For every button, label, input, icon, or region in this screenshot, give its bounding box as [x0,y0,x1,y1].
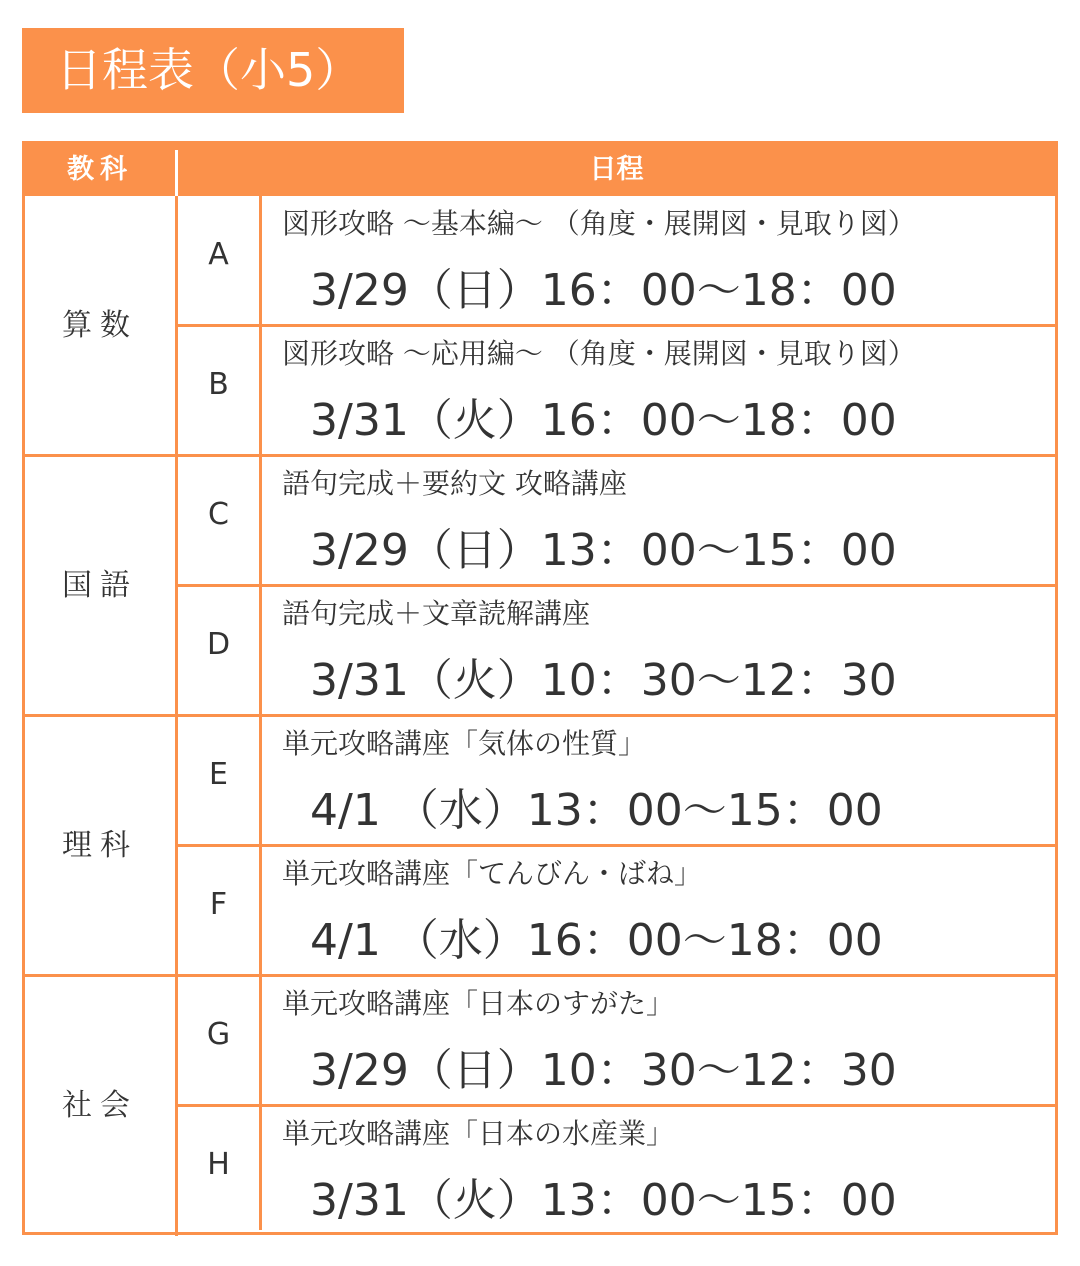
subject-cell-science: 理科 [62,828,138,863]
subject-cell-math: 算数 [62,308,138,343]
course-code: B [178,320,262,450]
course-code: G [178,970,262,1100]
table-row [175,586,1055,716]
row-divider [175,324,1055,327]
course-datetime: 3/29（日）13：00～15：00 [310,525,897,576]
group-divider [25,454,1055,457]
course-datetime: 4/1 （水）13：00～15：00 [310,785,883,836]
table-header [25,144,1055,196]
table-row [175,456,1055,586]
course-name: 単元攻略講座「日本の水産業」 [282,1117,675,1150]
table-row [175,846,1055,976]
table-row [175,196,1055,326]
course-name: 図形攻略 ～応用編～ （角度・展開図・見取り図） [282,337,916,370]
subject-cell-social-studies: 社会 [62,1088,138,1123]
table-row [175,716,1055,846]
course-name: 語句完成＋要約文 攻略講座 [282,467,627,500]
course-code: H [178,1100,262,1230]
table-row [175,1106,1055,1236]
course-name: 単元攻略講座「日本のすがた」 [282,987,675,1020]
course-name: 図形攻略 ～基本編～ （角度・展開図・見取り図） [282,207,916,240]
page-title: 日程表（小5） [22,28,404,113]
course-code: E [178,710,262,840]
course-datetime: 3/29（日）10：30～12：30 [310,1045,897,1096]
course-datetime: 3/31（火）13：00～15：00 [310,1175,897,1226]
course-code: C [178,450,262,580]
course-code: A [178,190,262,320]
course-code: F [178,840,262,970]
table-row [175,976,1055,1106]
schedule-table [22,141,1058,1235]
course-name: 単元攻略講座「気体の性質」 [282,727,647,760]
subject-cell-japanese: 国語 [62,568,138,603]
course-datetime: 3/29（日）16：00～18：00 [310,265,897,316]
row-divider [175,1104,1055,1107]
row-divider [175,844,1055,847]
course-datetime: 3/31（火）16：00～18：00 [310,395,897,446]
header-subject: 教科 [67,154,133,185]
header-schedule: 日程 [589,154,644,185]
group-divider [25,974,1055,977]
course-datetime: 3/31（火）10：30～12：30 [310,655,897,706]
row-divider [175,584,1055,587]
group-divider [25,714,1055,717]
course-datetime: 4/1 （水）16：00～18：00 [310,915,883,966]
course-name: 語句完成＋文章読解講座 [282,597,591,630]
course-code: D [178,580,262,710]
table-row [175,326,1055,456]
course-name: 単元攻略講座「てんびん・ばね」 [282,857,703,890]
